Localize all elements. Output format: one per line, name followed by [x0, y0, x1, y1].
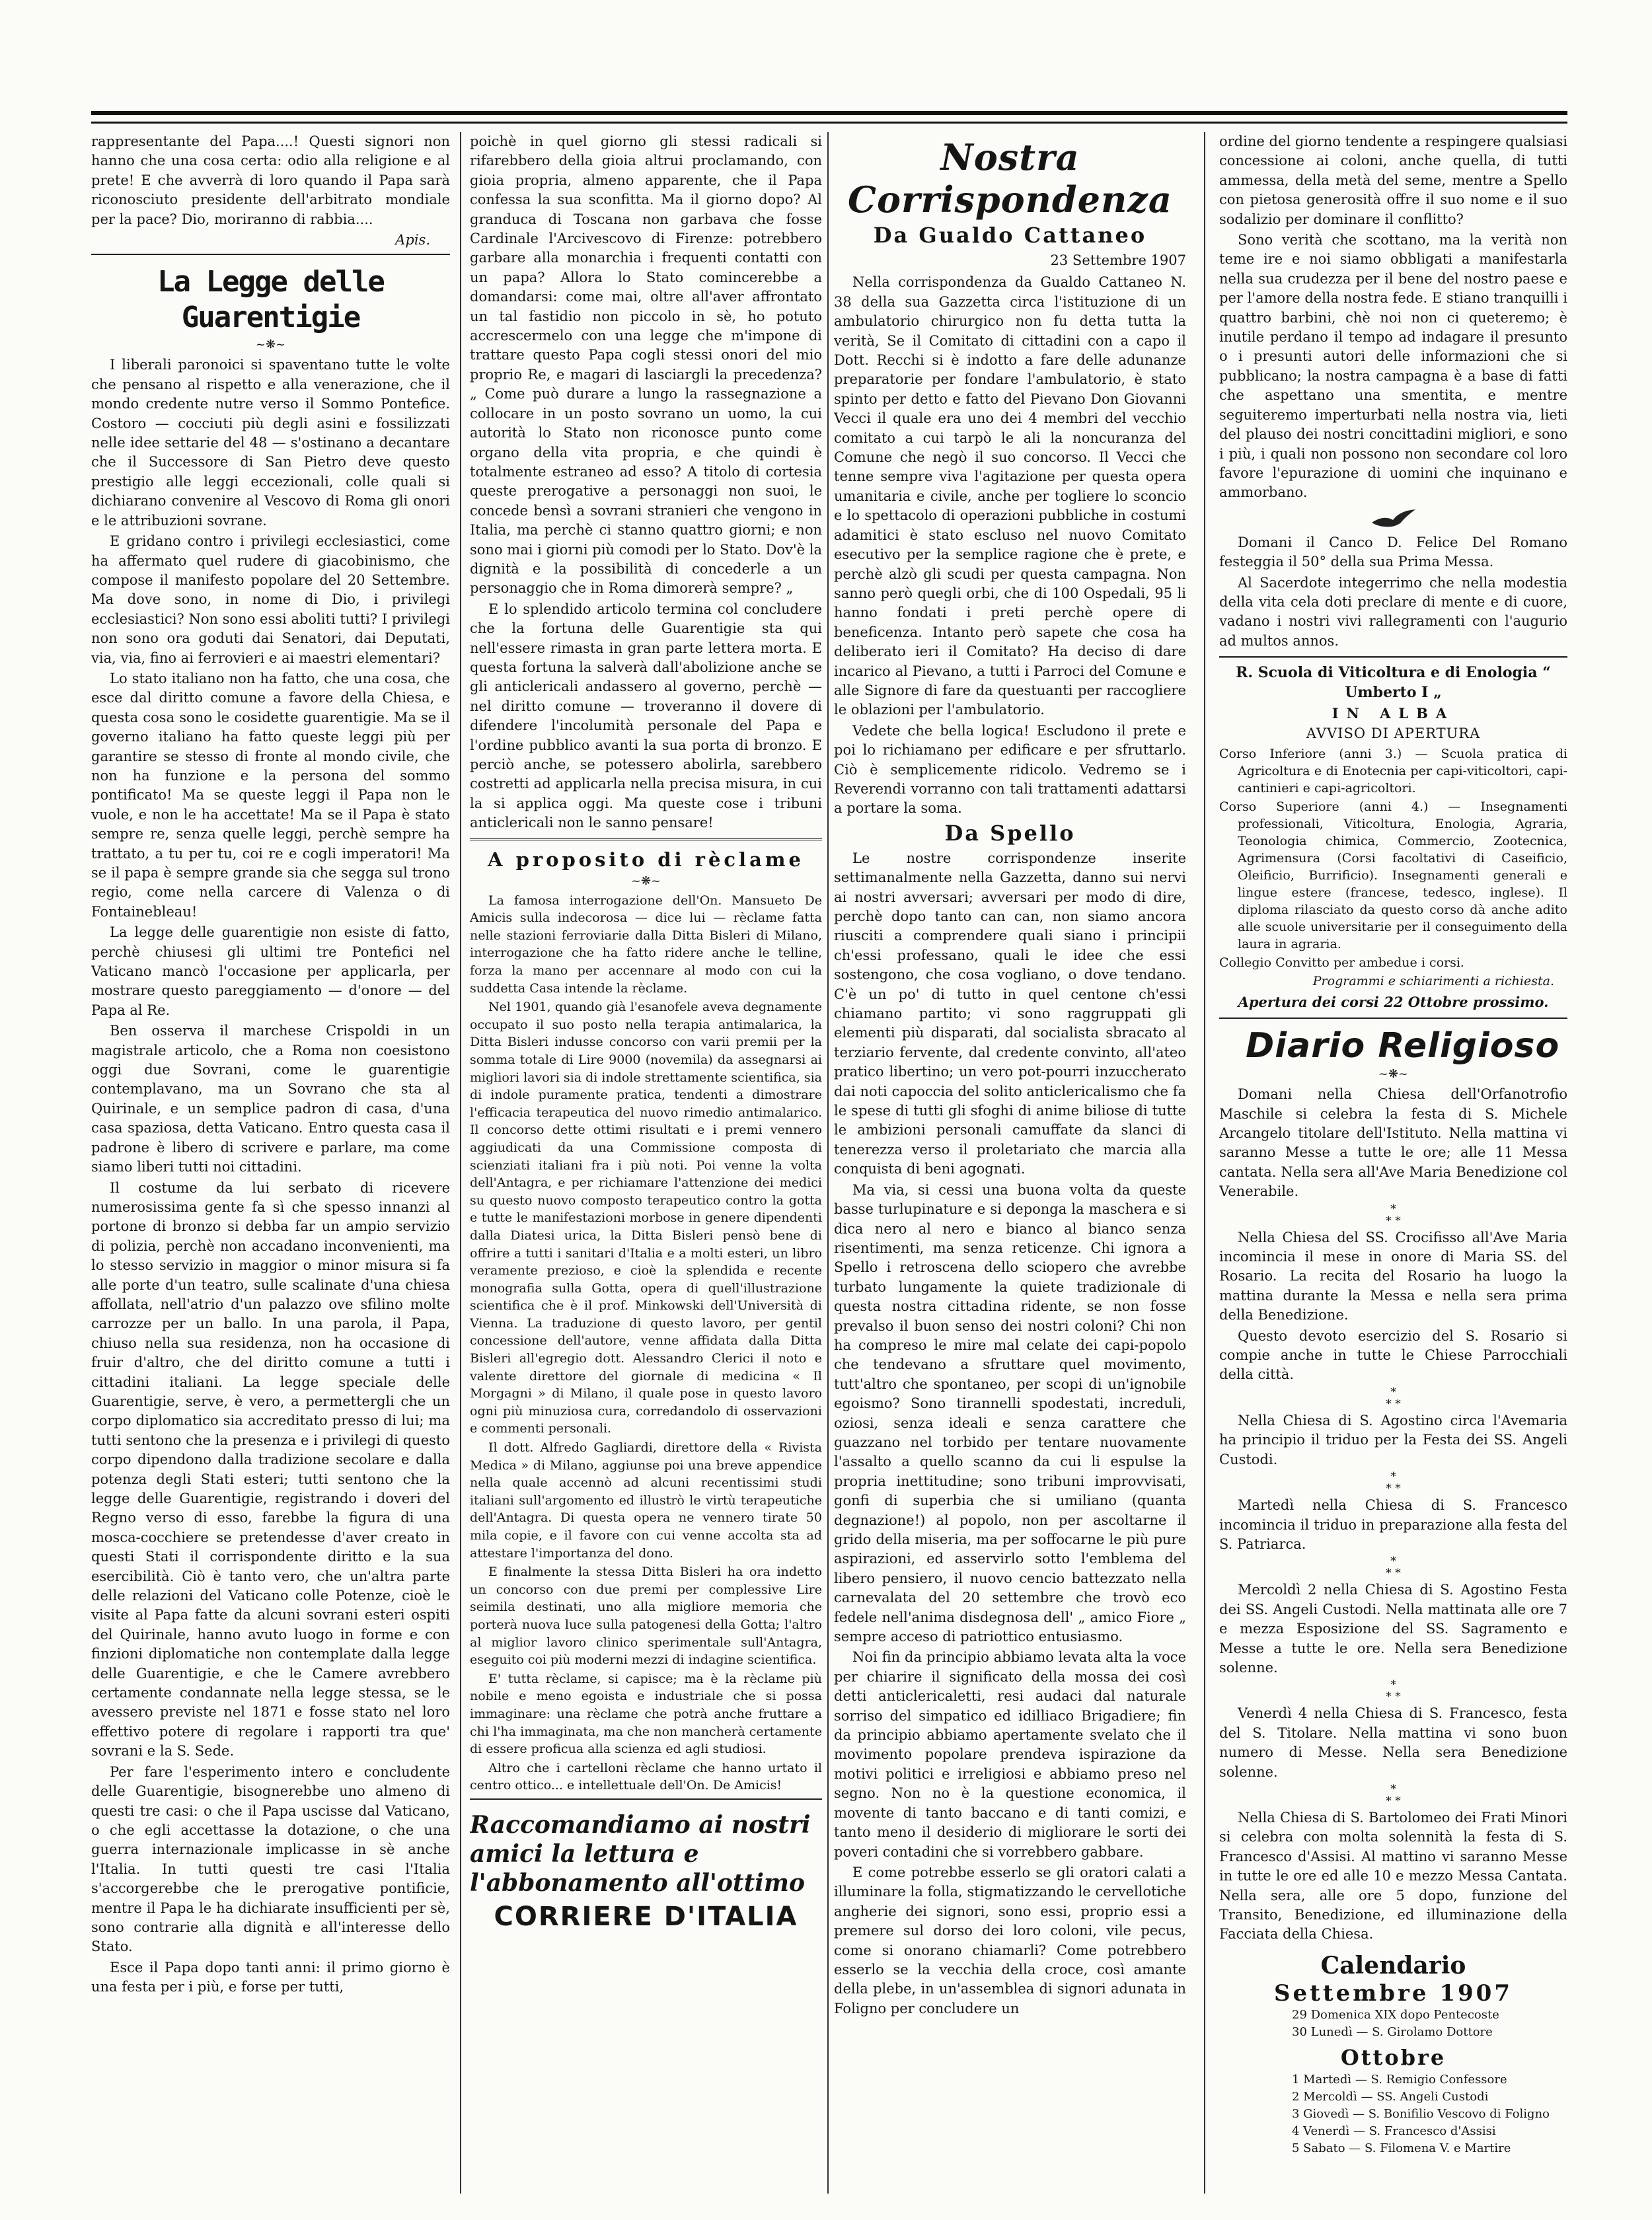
school-opening: Apertura dei corsi 22 Ottobre prossimo. [1238, 993, 1549, 1010]
separator-stars: * * * [1386, 1782, 1401, 1808]
diario-item: Questo devoto esercizio del S. Rosario si compie anche in tutte le Chiese Parrocchiali della città. [1219, 1327, 1567, 1383]
reclame-paragraph: La famosa interrogazione dell'On. Mansueto De Amicis sulla indecorosa — dice lui — rèclame fatta nelle stazioni ferroviarie dalla Ditta Bisleri di Milano, interrogazione che ha fatto ridere anche le telline, forza la mano per accennare al modo con cui la suddetta Casa intende la rèclame. [470, 893, 822, 996]
article-paragraph: Nella corrispondenza da Gualdo Cattaneo N. 38 della sua Gazzetta circa l'istituzione di un ambulatorio chirurgico non fu detta tutta la verità, Se il Comitato di cittadini con a capo il Dott. Recchi si è indotto a fare delle adunanze preparatorie per fondare l'ambulatorio, è stato spinto per detto e fatto del Pievano Don Giovanni Vecci il quale era uno dei 4 membri del vecchio comitato a cui tarpò le ali la noncuranza del Comune che negò il suo concorso. Il Vecci che tenne sempre viva l'agitazione per questa opera umanitaria e civile, anche per togliere lo sconcio e lo spettacolo di operazioni pubbliche in costumi adamitici è stato escluso nel nuovo Comitato esecutivo per la semplice ragione che è prete, e perchè alzò gli scudi per questa campagna. Non sanno però quegli orbi, che di 100 Ospedali, 95 li hanno fondati i preti perchè opere di beneficenza. Intanto però sapete che cosa ha deliberato ieri il Comitato? Ha deciso di dare incarico al Pievano, a tutti i Parroci del Comune e alle Signore di fare da questuanti per raccogliere le oblazioni per l'ambulatorio. [834, 274, 1186, 718]
separator-stars: * * * [1386, 1202, 1401, 1228]
reclame-paragraph: Il dott. Alfredo Gagliardi, direttore della « Rivista Medica » di Milano, aggiunse poi una breve appendice nella quale accennò ad alcuni recentissimi studi italiani sull'argomento ed illustrò le virtù terapeutiche dell'Antagra. Di questa opera ne vennero tirate 50 mila copie, e il favore con cui venne accolta sta ad attestare l'importanza del dono. [470, 1440, 822, 1561]
article-paragraph: E gridano contro i privilegi ecclesiastici, come ha affermato quel rudere di giacobinismo, che compose il manifesto popolare del 20 Settembre. Ma dove sono, in nome di Dio, i privilegi ecclesiastici? Non sono essi aboliti tutti? I privilegi non sono ora goduti dai Senatori, dai Deputati, via, via, fino ai ferrovieri e ai maestri elementari? [91, 533, 450, 666]
diario-item: Nella Chiesa di S. Bartolomeo dei Frati Minori si celebra con molta solennità la festa di S. Francesco d'Assisi. Al mattino vi saranno Messe in tutte le ore ed alle 10 e mezzo Messa Cantata. Nella sera, alle ore 5 dopo, funzione del Transito, Benedizione, ed illuminazione della Facciata della Chiesa. [1219, 1809, 1567, 1942]
diario-item: Venerdì 4 nella Chiesa di S. Francesco, festa del S. Titolare. Nella mattina vi sono buon numero di Messe. Nella sera Benedizione solenne. [1219, 1705, 1567, 1780]
ornament: ~❋~ [1378, 1067, 1409, 1082]
separator-stars: * * * [1386, 1678, 1401, 1704]
article-paragraph: E come potrebbe esserlo se gli oratori calati a illuminare la folla, stigmatizzando le cervellotiche angherie dei signori, sono essi, proprio essi a premere sul dorso dei loro coloni, vile pecus, come si onorano chiamarli? Come potrebbero esserlo se la vecchia della croce, così amante della plebe, in un'assemblea di signori adunata in Foligno per concludere un [834, 1864, 1186, 2016]
signature: Apis. [395, 232, 430, 248]
promo-paper-name: CORRIERE D'ITALIA [494, 1901, 798, 1932]
column-4 [1219, 132, 1567, 2207]
column-1 [91, 132, 450, 2207]
calendar-entry: 5 Sabato — S. Filomena V. e Martire [1292, 2141, 1511, 2155]
calendar-month: Settembre 1907 [1274, 1980, 1513, 2007]
diario-item: Mercoldì 2 nella Chiesa di S. Agostino Festa dei SS. Angeli Custodi. Nella mattinata alle ore 7 e mezza Esposizione del SS. Sagramento e Messe a tutte le ore. Nella sera Benedizione solenne. [1219, 1582, 1567, 1676]
article-paragraph: I liberali paronoici si spaventano tutte le volte che pensano al rispetto e alla venerazione, che il mondo credente nutre verso il Sommo Pontefice. Costoro — cocciuti più degli asini e fossilizzati nelle idee settarie del 48 — s'ostinano a decantare che il Successore di San Pietro deve questo prestigio alle leggi eccezionali, colle quali si dichiarano convenire al Vescovo di Roma gli onori e le attribuzioni sovrane. [91, 357, 450, 529]
reclame-paragraph: Nel 1901, quando già l'esanofele aveva degnamente occupato il suo posto nella terapia antimalarica, la Ditta Bisleri indusse concorso con varii premii per la somma totale di Lire 9000 (novemila) da assegnarsi ai migliori lavori sia di indole strettamente scientifica, sia di indole puramente pratica, tendenti a dimostrare l'efficacia terapeutica del nuovo rimedio antimalarico. Il concorso dette ottimi risultati e i premi vennero aggiudicati da una Commissione composta di scienziati italiani fra i più noti. Poi venne la volta dell'Antagra, e per richiamare l'attenzione dei medici su questo nuovo composto terapeutico contro la gotta e tutte le manifestazioni morbose in genere dipendenti dalla Diatesi urica, la Ditta Bisleri pensò bene di offrire a tutti i sanitari d'Italia e a molti esteri, un libro veramente prezioso, e cioè la splendida e recente monografia sulla Gotta, opera di quell'illustrazione scientifica che è il prof. Minkowski dell'Università di Vienna. La traduzione di questo lavoro, per gentil concessione dell'autore, venne affidata dalla Ditta Bisleri all'egregio dott. Alessandro Clerici il noto e valente direttore del giornale di medicina « Il Morgagni » di Milano, il quale pose in questo lavoro ogni più minuziosa cura, corredandolo di osservazioni e commenti personali. [470, 1000, 822, 1436]
ornament: ~❋~ [255, 338, 286, 352]
article-paragraph: Esce il Papa dopo tanti anni: il primo giorno è una festa per i più, e forse per tutti, [91, 1959, 450, 1995]
diario-title: Diario Religioso [1246, 1026, 1560, 1066]
separator-stars: * * * [1386, 1385, 1401, 1411]
article-paragraph: Il costume da lui serbato di ricevere numerosissima gente fa sì che spesso innanzi al portone di bronzo si debba far un ampio servizio di polizia, perchè non accadano inconvenienti, ma lo stesso servizio in maggior o minor misura si fa alle porte d'un teatro, sulle scalinate d'una chiesa affollata, nell'atrio d'un palazzo ove sfilino molte carrozze per un ballo. In una parola, il Papa, chiuso nella sua residenza, non ha occasione di fruir d'altro, che del diritto comune a tutti i cittadini italiani. La legge speciale delle Guarentigie, serve, è vero, a permettergli che un corpo diplomatico sia accreditato presso di lui; ma tutti sentono che la presenza e i privilegi di questo corpo dipendono dalla tradizione secolare e dalla potenza degli Stati esteri; tutti sentono che la legge delle Guarentigie, registrando i doveri del Regno verso di esso, farebbe la figura di una mosca-cocchiere se pretendesse d'aver creato in questi Stati il corrispondente diritto e la sua esercibilità. Ciò è tanto vero, che un'altra parte delle relazioni del Vaticano colle Potenze, cioè le visite al Papa fatte da alcuni sovrani esteri ospiti del Quirinale, hanno avuto luogo in forme e con finzioni diplomatiche non contemplate dalla legge delle Guarentigie, e che le Camere avrebbero certamente condannate nella legge stessa, se le avessero previste nel 1871 e fosse stato nel loro effettivo potere di regolare i rapporti tra que' sovrani e la S. Sede. [91, 1179, 450, 1759]
promo-text: Raccomandiamo ai nostri amici la lettura e l'abbonamento all'ottimo [470, 1810, 811, 1897]
school-place: IN ALBA [1332, 704, 1455, 722]
calendar-entry: 29 Domenica XIX dopo Pentecoste [1292, 2007, 1499, 2022]
article-paragraph: Noi fin da principio abbiamo levata alta la voce per chiarire il significato della mossa dei così detti anticlericaletti, resi audaci dal naturale sorriso del simpatico ed idilliaco Brigadiere; fin da principio abbiamo apertamente svelato che il movimento popolare prendeva ispirazione da motivi politici e irreligiosi e abbiamo preso nel segno. Non no è la questione economica, il movente di tanto baccano e di tanti comizi, e tanto meno il desiderio di migliorare le sorti dei poveri contadini che si vorrebbero gabbare. [834, 1649, 1186, 1860]
school-programs: Programmi e schiarimenti a richiesta. [1312, 973, 1554, 988]
article-paragraph: Per fare l'esperimento intero e concludente delle Guarentigie, bisognerebbe uno almeno di questi tre casi: o che il Papa uscisse dal Vaticano, o che egli accettasse la dotazione, o che una guerra internazionale implicasse in sè anche l'Italia. In tutti questi tre casi l'Italia s'accorgerebbe che le prerogative pontificie, mentre il Papa le ha dichiarate insufficienti per sè, sono contrarie alla dignità e all'interesse dello Stato. [91, 1763, 450, 1955]
calendar-entry: 30 Lunedì — S. Girolamo Dottore [1292, 2024, 1493, 2039]
divider [470, 1798, 822, 1800]
city-heading: Da Gualdo Cattaneo [873, 223, 1147, 248]
article-paragraph: Vedete che bella logica! Escludono il prete e poi lo richiamano per edificare e per sfruttarlo. Ciò è semplicemente ridicolo. Vedremo se i Reverendi vorranno con tali trattamenti adattarsi a portare la soma. [834, 722, 1186, 817]
school-notice: AVVISO DI APERTURA [1306, 725, 1481, 742]
calendar-month: Ottobre [1340, 2044, 1446, 2070]
school-course: Corso Superiore (anni 4.) — Insegnamenti professionali, Viticoltura, Enologia, Agraria, Teonologia chimica, Commercio, Zootecnica, Agrimensura (Corsi facoltativi di Caseificio, Oleificio, Burrificio). Insegnamenti generali e lingue estere (francese, tedesco, inglese). Il diploma rilasciato da questo corso dà anche adito alle scuole universitarie per il conseguimento della laura in agraria. [1219, 799, 1567, 951]
school-name: R. Scuola di Viticoltura e di Enologia “ Umberto I „ [1236, 664, 1551, 701]
column-divider [460, 132, 461, 2194]
diario-item: Nella Chiesa del SS. Crocifisso all'Ave Maria incomincia il mese in onore di Maria SS. del Rosario. La recita del Rosario ha luogo la mattina durante la Messa e nella sera prima della Benedizione. [1219, 1229, 1567, 1323]
column-divider [1204, 132, 1205, 2194]
diario-item: Domani nella Chiesa dell'Orfanotrofio Maschile si celebra la festa di S. Michele Arcangelo titolare dell'Istituto. Nella mattina vi saranno Messe a tutte le ore; alle 11 Messa cantata. Nella sera all'Ave Maria Benedizione col Venerabile. [1219, 1086, 1567, 1200]
top-rule [91, 111, 1567, 124]
separator-stars: * * * [1386, 1470, 1401, 1496]
article-paragraph: ordine del giorno tendente a respingere qualsiasi concessione ai coloni, anche quella, di tutti ammessa, della metà del seme, mentre a Spello con pietosa generosità offre il suo nome e il suo sodalizio per dominare il conflitto? [1219, 133, 1567, 227]
calendar-title: Calendario [1320, 1951, 1466, 1980]
diario-item: Nella Chiesa di S. Agostino circa l'Avemaria ha principio il triduo per la Festa dei SS. Angeli Custodi. [1219, 1412, 1567, 1467]
swallow-icon [1370, 508, 1417, 531]
correspondence-masthead: Nostra Corrispondenza [848, 136, 1172, 221]
divider [1219, 656, 1567, 658]
article-paragraph: Le nostre corrispondenze inserite settimanalmente nella Gazzetta, danno sui nervi ai nostri avversari; avversari per modo di dire, perchè dopo tanto can can, non siamo ancora riusciti a comprendere quali siano i principii ch'essi professano, quali le idee che essi sostengono, che cosa vogliano, o dove tendano. C'è un po' di tutto in quel centone ch'essi chiamano partito; vi sono raggruppati gli elementi più disparati, dal socialista sbracato al terziario fervente, dal credente convinto, all'ateo pratico libertino; un vero pot-pourri inzuccherato dai noti capoccia del solito anticlericalismo che fa le spese di tutti gli sfoghi di anime biliose di tutte le ambizioni personali camuffate da slanci di tenerezza verso il proletariato che marcia alla conquista di beni agognati. [834, 850, 1186, 1177]
article-paragraph: Ma via, si cessi una buona volta da queste basse turlupinature e si deponga la maschera e si dica nero al nero e bianco al bianco senza risentimenti, ma senza reticenze. Chi ignora a Spello i retroscena dello sciopero che avrebbe turbato lungamente la quiete tradizionale di questa nostra cittadina ridente, se non fosse prevalso il buon senso dei nostri coloni? Chi non ha compreso le mire mal celate dei capi-popolo che tendevano a sfruttare quel movimento, tutt'altro che spontaneo, per scopi di un'ignobile egoismo? Sono tirannelli spodestati, increduli, oziosi, senza ideali e senza carattere che guazzano nel torbido per tentare nuovamente l'assalto a quello scanno da cui li espulse la propria inettitudine; sono tribuni improvvisati, gonfi di superbia che si umiliano (quanta degnazione!) al popolo, non per ascoltarne il grido della miseria, ma per soffocarne le più pure aspirazioni, ed asservirlo sotto l'emblema del libero pensiero, il nuovo cencio battezzato nella carnevalata del 20 settembre che trovò eco fedele nell'anima disdegnosa dell' „ amico Fiore „ sempre acceso di patriottico entusiasmo. [834, 1181, 1186, 1645]
reclame-paragraph: E' tutta rèclame, si capisce; ma è la rèclame più nobile e meno egoista e industriale che si possa immaginare: una rèclame che potrà anche fruttare a chi l'ha immaginata, ma che non mancherà certamente di essere proficua alla scienza ed agli studiosi. [470, 1671, 822, 1757]
lead-paragraph: rappresentante del Papa....! Questi signori non hanno che una cosa certa: odio alla religione e al prete! E che avverrà di loro quando il Papa sarà riconosciuto presidente dell'arbitrato mondiale per la pace? Dio, moriranno di rabbia.... [91, 133, 450, 227]
article-paragraph: E lo splendido articolo termina col concludere che la fortuna delle Guarentigie sta qui nell'essere rimasta in gran parte lettera morta. E questa fortuna la salverà dall'abolizione anche se gli anticlericali andassero al governo, perchè — nel diritto comune — troveranno il dovere di difendere l'incolumità personale del Papa e l'ordine pubblico avanti la sua porta di bronzo. E perciò anche, se potessero abolirla, sarebbero costretti ad applicarla nella precisa misura, in cui la si applica oggi. Ma queste cose i tribuni anticlericali non le sanno pensare! [470, 601, 822, 831]
school-course: Collegio Convitto per ambedue i corsi. [1219, 955, 1464, 970]
divider [470, 838, 822, 840]
column-3 [834, 132, 1186, 2207]
article-paragraph: Domani il Canco D. Felice Del Romano festeggia il 50° della sua Prima Messa. [1219, 534, 1567, 570]
column-2 [470, 132, 822, 2207]
calendar-entry: 2 Mercoldì — SS. Angeli Custodi [1292, 2089, 1489, 2104]
ornament: ~❋~ [630, 873, 661, 888]
diario-item: Martedì nella Chiesa di S. Francesco incomincia il triduo in preparazione alla festa del S. Patriarca. [1219, 1497, 1567, 1552]
article-paragraph: Lo stato italiano non ha fatto, che una cosa, che esce dal diritto comune a favore della Chiesa, e questa cosa sono le cosidette guarentigie. Ma se il governo italiano ha fatto queste leggi più per garantire se stesso di fronte al mondo civile, che non ha funzione e la persona del sommo pontificato! Ma se queste leggi il Papa non le vuole, e non le ha accettate! Ma se il Papa è stato sempre re, senza quelle leggi, perchè sempre ha trattato, a tu per tu, coi re e cogli imperatori! Ma se il papa è sempre grande sia che segga sul trono regio, come nella carcere di Valenza o di Fontainebleau! [91, 670, 450, 920]
column-divider [827, 132, 829, 2194]
separator-stars: * * * [1386, 1555, 1401, 1580]
divider [1219, 1017, 1567, 1019]
divider [91, 254, 450, 255]
article-paragraph: poichè in quel giorno gli stessi radicali si rifarebbero della gioia altrui proclamando, con gioia propria, almeno apparente, che il Papa confessa la sua sconfitta. Ma il giorno dopo? Al granduca di Toscana non garbava che fosse Cardinale l'Arcivescovo di Firenze: potrebbero garbare alla monarchia i frequenti contatti con un papa? Allora lo Stato comincerebbe a domandarsi: come mai, oltre all'aver affrontato un tal fastidio non piccolo in sè, ho potuto accrescermelo con una legge che m'impone di trattare questo Papa cogli stessi onori del mio proprio Re, e magari di lasciargli la precedenza? „ Come può durare a lungo la rassegnazione a collocare in un posto sovrano un uomo, la cui autorità lo Stato non riconosce punto come organo della vita propria, e che quindi è totalmente estraneo ad esso? A titolo di cortesia queste prerogative a personaggi non suoi, le concede bensì a sovrani stranieri che vengono in Italia, ma perchè ci stanno quattro giorni; e non sono mai i giorni più comodi per lo Stato. Dov'è la dignità e la possibilità di concederle a un personaggio che in Roma dimorerà sempre? „ [470, 133, 822, 597]
article-paragraph: Al Sacerdote integerrimo che nella modestia della vita cela doti preclare di mente e di cuore, vadano i nostri vivi rallegramenti con l'augurio ad multos annos. [1219, 574, 1567, 649]
school-course: Corso Inferiore (anni 3.) — Scuola pratica di Agricoltura e di Enotecnia per capi-viticoltori, capi-cantinieri e capi-agricoltori. [1219, 746, 1567, 796]
dateline: 23 Settembre 1907 [1050, 252, 1186, 268]
city-heading: Da Spello [944, 820, 1076, 846]
calendar-entry: 3 Giovedì — S. Bonifilio Vescovo di Foligno [1292, 2106, 1550, 2121]
calendar-entry: 4 Venerdì — S. Francesco d'Assisi [1292, 2124, 1496, 2138]
article-paragraph: Ben osserva il marchese Crispoldi in un magistrale articolo, che a Roma non coesistono oggi due Sovrani, come le guarentigie contemplavano, ma un Sovrano che sta al Quirinale, e un semplice padron di casa, d'una casa spaziosa, detta Vaticano. Entro questa casa il padrone è libero di scrivere e parlare, ma come siamo liberi tutti noi cittadini. [91, 1023, 450, 1175]
section-title: A proposito di rèclame [487, 848, 804, 871]
reclame-paragraph: Altro che i cartelloni rèclame che hanno urtato il centro ottico... e intellettuale dell'On. De Amicis! [470, 1760, 822, 1793]
calendar-entry: 1 Martedì — S. Remigio Confessore [1292, 2072, 1507, 2087]
article-paragraph: La legge delle guarentigie non esiste di fatto, perchè chiusesi gli ultimi tre Pontefici nel Vaticano mancò l'occasione per applicarla, per mostrare questo pareggiamento — d'onore — del Papa al Re. [91, 924, 450, 1018]
article-headline: La Legge delle Guarentigie [157, 265, 384, 335]
reclame-paragraph: E finalmente la stessa Ditta Bisleri ha ora indetto un concorso con due premi per complessive Lire seimila destinati, uno alla migliore memoria che porterà nuova luce sulla patogenesi della Gotta; l'altro al miglior lavoro clinico sperimentale sull'Antagra, eseguito coi più moderni mezzi di indagine scientifica. [470, 1565, 822, 1668]
article-paragraph: Sono verità che scottano, ma la verità non teme ire e noi siamo obbligati a manifestarla nella sua crudezza per il bene del nostro paese e per l'amore della nostra fede. E stiano tranquilli i quattro barbini, chè noi non ci queteremo; è inutile perdano il tempo ad indagare il presunto o i presunti autori delle informazioni che si pubblicano; la nostra campagna è a base di fatti che aspettano una smentita, e mentre seguiteremo imperturbati nella nostra via, lieti del plauso dei nostri concittadini migliori, e sono i più, i quali non possono non secondare col loro favore l'epurazione di uomini che inquinano e ammorbano. [1219, 232, 1567, 501]
